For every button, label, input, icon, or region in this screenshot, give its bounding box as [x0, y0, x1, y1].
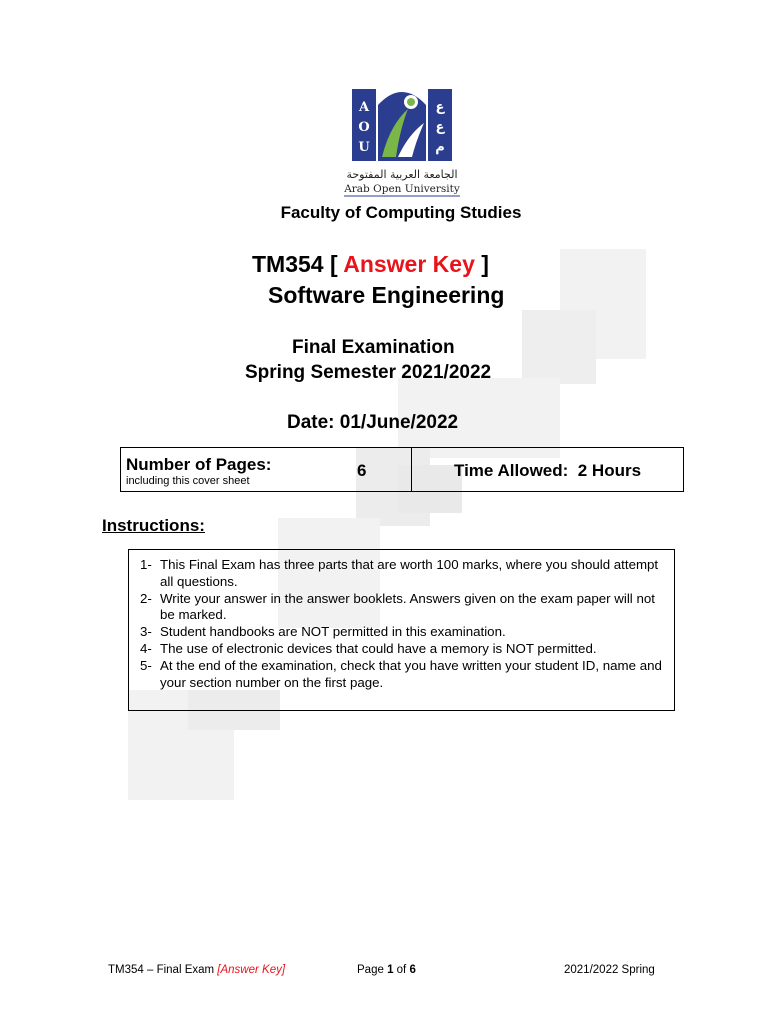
aou-logo-icon	[338, 85, 466, 201]
svg-text:الجامعة العربية المفتوحة: الجامعة العربية المفتوحة	[346, 168, 458, 181]
list-item	[140, 624, 668, 641]
item-number: 5-	[140, 657, 152, 673]
instructions-box	[128, 549, 675, 711]
course-code: TM354	[252, 251, 324, 277]
list-item	[140, 658, 668, 692]
svg-text:ع: ع	[435, 100, 445, 115]
time-allowed: Time Allowed: 2 Hours	[454, 461, 642, 480]
instructions-list	[140, 557, 668, 691]
item-text: Write your answer in the answer booklets. Answers given on the exam paper will not be marked.	[160, 590, 655, 623]
faculty-name: Faculty of Computing Studies	[280, 203, 522, 222]
svg-text:A: A	[358, 100, 370, 115]
list-item	[140, 557, 668, 591]
item-number: 2-	[140, 590, 152, 606]
footer-page-of: of	[393, 964, 410, 976]
svg-text:U: U	[358, 140, 370, 155]
semester: Spring Semester 2021/2022	[245, 362, 492, 383]
footer-term: 2021/2022 Spring	[564, 964, 655, 976]
list-item	[140, 591, 668, 625]
answer-key-label: Answer Key	[343, 251, 475, 277]
item-text: The use of electronic devices that could have a memory is NOT permitted.	[160, 640, 597, 656]
pages-sublabel: including this cover sheet	[126, 475, 250, 487]
pages-label: Number of Pages:	[126, 455, 272, 474]
item-text: At the end of the examination, check that you have written your student ID, name and your section number on the first page.	[160, 657, 662, 690]
bracket-close: ]	[481, 251, 489, 277]
svg-text:Arab Open University: Arab Open University	[344, 183, 460, 195]
item-text: This Final Exam has three parts that are worth 100 marks, where you should attempt all questions.	[160, 557, 659, 589]
footer-page-total: 6	[409, 964, 416, 976]
bracket-open: [	[329, 251, 338, 277]
svg-text:م: م	[435, 140, 445, 155]
footer-answer-key: [Answer Key]	[217, 964, 286, 976]
pages-value: 6	[357, 461, 367, 480]
footer-page-number	[357, 964, 416, 976]
svg-text:ع: ع	[435, 120, 445, 135]
footer-page-word: Page	[357, 964, 388, 976]
course-heading	[252, 251, 489, 278]
instructions-heading: Instructions:	[102, 516, 205, 535]
footer-course-prefix: TM354 – Final Exam	[108, 964, 218, 976]
decorative-square	[522, 310, 596, 384]
university-logo	[338, 85, 466, 201]
svg-text:O: O	[358, 120, 370, 135]
exam-type: Final Examination	[292, 337, 455, 358]
footer-page-current: 1	[387, 964, 394, 976]
exam-date: Date: 01/June/2022	[287, 412, 459, 433]
item-number: 1-	[140, 557, 152, 572]
course-title: Software Engineering	[268, 282, 505, 308]
item-number: 4-	[140, 640, 152, 656]
footer-course	[108, 964, 285, 976]
exam-info-table	[120, 447, 684, 492]
list-item	[140, 641, 668, 658]
table-divider	[411, 448, 412, 491]
item-number: 3-	[140, 624, 152, 640]
item-text: Student handbooks are NOT permitted in this examination.	[160, 624, 506, 640]
